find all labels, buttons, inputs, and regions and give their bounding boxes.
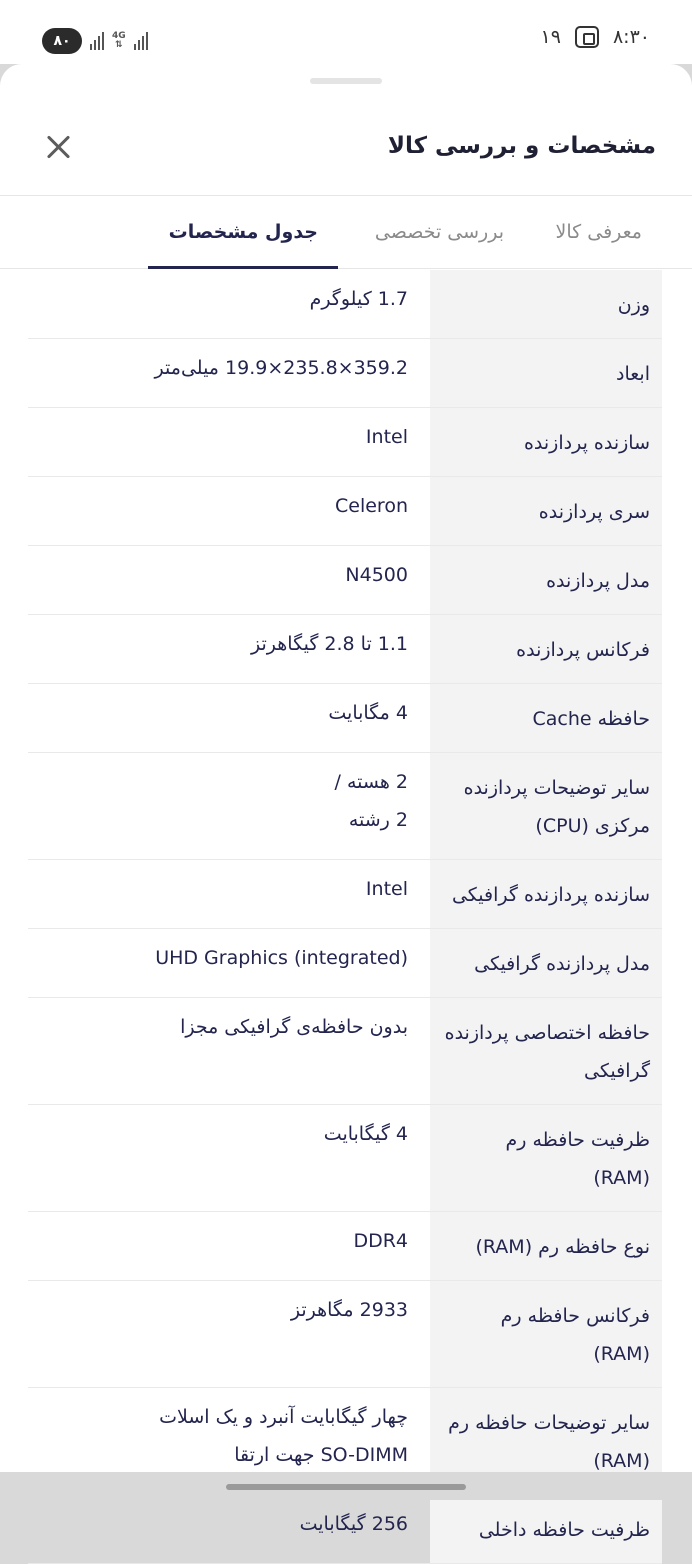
spec-row (28, 753, 662, 860)
spec-label: نوع حافظه رم (RAM) (430, 1212, 662, 1280)
spec-value: 256 گیگابایت (299, 1513, 408, 1535)
spec-label: فرکانس حافظه رم (RAM) (430, 1281, 662, 1387)
spec-value: 359.2×235.8×19.9 میلی‌متر (154, 357, 408, 379)
spec-value: Celeron (335, 495, 408, 517)
spec-row (28, 408, 662, 477)
signal-icon (90, 32, 104, 50)
spec-value: 4 مگابایت (328, 702, 408, 724)
spec-row (28, 929, 662, 998)
spec-row (28, 546, 662, 615)
spec-row (28, 270, 662, 339)
spec-row (28, 615, 662, 684)
spec-row (28, 339, 662, 408)
tab-bar (0, 197, 692, 269)
tab-specifications[interactable]: جدول مشخصات (168, 221, 318, 243)
spec-label: حافظه اختصاصی پردازنده گرافیکی (430, 998, 662, 1104)
spec-row (28, 1105, 662, 1212)
spec-value: چهار گیگابایت آنبرد و یک اسلات SO-DIMM جهت ارتقا (159, 1406, 408, 1466)
spec-value: بدون حافظه‌ی گرافیکی مجزا (180, 1016, 408, 1038)
tab-introduction[interactable]: معرفی کالا (555, 221, 642, 243)
status-left (42, 28, 148, 54)
spec-row (28, 1281, 662, 1388)
spec-label: سازنده پردازنده (430, 408, 662, 476)
spec-label: سازنده پردازنده گرافیکی (430, 860, 662, 928)
spec-label: ظرفیت حافظه رم (RAM) (430, 1105, 662, 1211)
spec-value: 1.7 کیلوگرم (309, 288, 408, 310)
screenshot-icon (575, 26, 599, 48)
spec-row (28, 684, 662, 753)
signal-icon-2 (134, 32, 148, 50)
spec-label: مدل پردازنده گرافیکی (430, 929, 662, 997)
bottom-sheet (0, 64, 692, 1541)
status-right (541, 26, 650, 48)
spec-row (28, 1212, 662, 1281)
spec-label: سری پردازنده (430, 477, 662, 545)
spec-label: ابعاد (430, 339, 662, 407)
status-bar (0, 0, 692, 64)
sheet-grabber-handle[interactable] (310, 78, 382, 84)
active-tab-indicator (148, 266, 338, 269)
spec-value: N4500 (345, 564, 408, 586)
spec-label: وزن (430, 270, 662, 338)
battery-indicator: ۸۰ (42, 28, 82, 54)
spec-row (28, 860, 662, 929)
spec-row (28, 477, 662, 546)
spec-value: 4 گیگابایت (323, 1123, 408, 1145)
spec-value: 2 هسته / 2 رشته (334, 771, 408, 831)
close-icon[interactable] (40, 130, 76, 166)
status-time: ۸:۳۰ (612, 26, 650, 48)
spec-row (28, 998, 662, 1105)
spec-value: UHD Graphics (integrated) (155, 947, 408, 969)
tab-expert-review[interactable]: بررسی تخصصی (374, 221, 504, 243)
sheet-header (0, 100, 692, 196)
spec-label: حافظه Cache (430, 684, 662, 752)
spec-value: Intel (365, 878, 408, 900)
status-date: ۱۹ (540, 26, 561, 48)
specifications-table (28, 270, 662, 1564)
spec-value: 2933 مگاهرتز (290, 1299, 408, 1321)
spec-row (28, 1495, 662, 1564)
spec-label: سایر توضیحات حافظه رم (RAM) (430, 1388, 662, 1494)
network-type: 4G ⇅ (112, 31, 126, 50)
spec-value: Intel (365, 426, 408, 448)
sheet-title: مشخصات و بررسی کالا (387, 133, 656, 159)
spec-label: سایر توضیحات پردازنده مرکزی (CPU) (430, 753, 662, 859)
spec-label: مدل پردازنده (430, 546, 662, 614)
navigation-bar (0, 1472, 692, 1500)
spec-label: ظرفیت حافظه داخلی (430, 1495, 662, 1563)
spec-value: 1.1 تا 2.8 گیگاهرتز (251, 633, 408, 655)
spec-value: DDR4 (353, 1230, 408, 1252)
spec-label: فرکانس پردازنده (430, 615, 662, 683)
home-indicator[interactable] (226, 1484, 466, 1490)
